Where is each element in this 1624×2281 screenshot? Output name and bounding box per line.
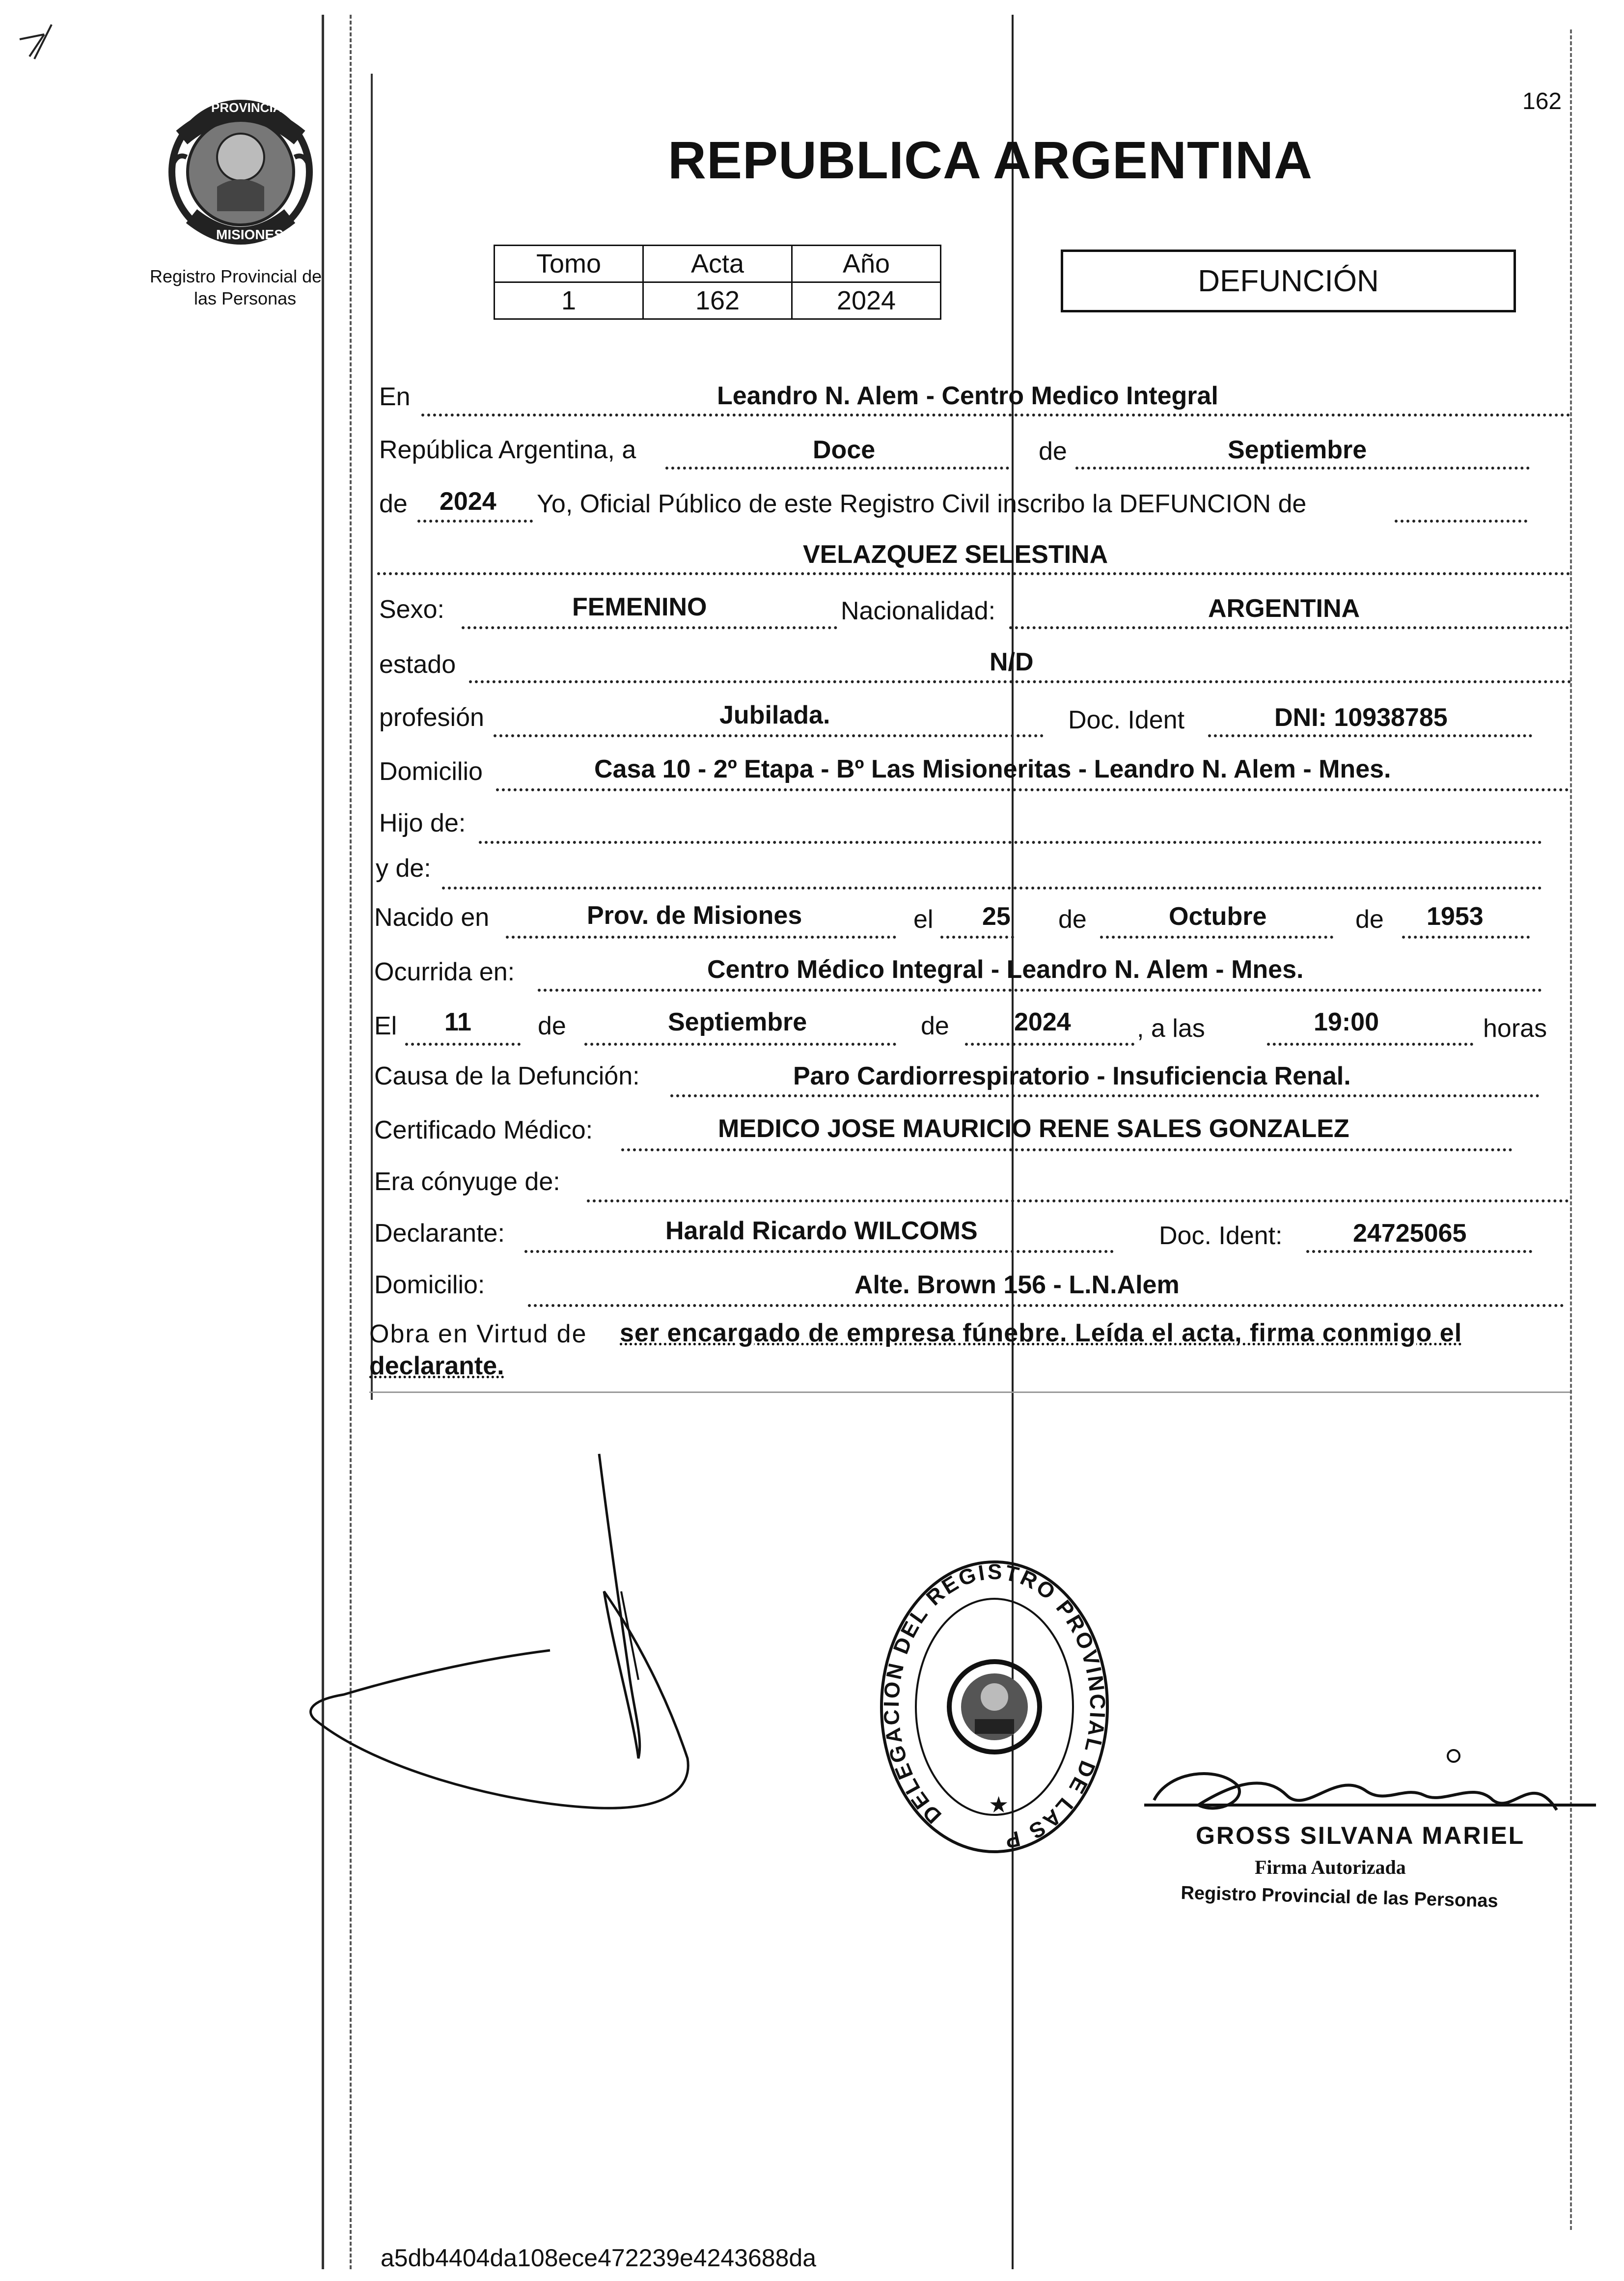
- declarante-doc-label: Doc. Ident:: [1159, 1222, 1283, 1250]
- acta-header: Acta: [643, 246, 792, 282]
- stamp-star-icon: ★: [989, 1792, 1009, 1817]
- declarante-dom-fill: [528, 1304, 1564, 1307]
- yde-label: y de:: [376, 854, 431, 883]
- declarante-dom-value: Alte. Brown 156 - L.N.Alem: [854, 1271, 1180, 1299]
- en-value: Leandro N. Alem - Centro Medico Integral: [717, 382, 1218, 410]
- sexo-fill: [462, 626, 837, 629]
- obra-value-line2: declarante.: [369, 1352, 504, 1380]
- anio-value: 2024: [792, 282, 941, 319]
- form-bottom-rule: [369, 1391, 1570, 1393]
- month-value: Septiembre: [1228, 436, 1367, 464]
- ocurrida-fill: [538, 989, 1542, 992]
- birth-year-fill: [1402, 936, 1530, 939]
- deceased-name: VELAZQUEZ SELESTINA: [803, 540, 1108, 569]
- day-fill: [665, 467, 1009, 470]
- conyuge-fill: [587, 1199, 1569, 1202]
- tomo-value: 1: [495, 282, 643, 319]
- ocurrida-label: Ocurrida en:: [374, 958, 515, 986]
- birth-month: Octubre: [1169, 902, 1267, 931]
- yde-fill: [442, 887, 1542, 890]
- stamp-ring: [877, 1557, 1112, 1857]
- death-month-fill: [584, 1043, 896, 1046]
- nacido-label: Nacido en: [374, 903, 490, 932]
- registry-line-2: las Personas: [194, 288, 297, 308]
- sexo-label: Sexo:: [379, 595, 444, 624]
- oficial-text: Yo, Oficial Público de este Registro Civil inscribo la DEFUNCION de: [537, 490, 1307, 518]
- logo-text-bottom: MISIONES: [216, 227, 283, 242]
- nacionalidad-value: ARGENTINA: [1208, 594, 1360, 623]
- de-label-2: de: [379, 490, 408, 518]
- pen-mark: [15, 20, 69, 64]
- birth-day: 25: [982, 902, 1011, 931]
- causa-label: Causa de la Defunción:: [374, 1062, 640, 1090]
- domicilio-fill: [496, 788, 1569, 791]
- nacido-value: Prov. de Misiones: [587, 901, 802, 930]
- death-day-fill: [405, 1043, 521, 1046]
- oficial-fill: [1395, 520, 1527, 523]
- document-hash: a5db4404da108ece472239e4243688da: [381, 2244, 817, 2272]
- ocurrida-value: Centro Médico Integral - Leandro N. Alem - Mnes.: [707, 955, 1304, 984]
- margin-line-left: [322, 15, 324, 2269]
- en-fill: [421, 414, 1570, 417]
- provincia-de-misiones-seal-icon: [949, 1662, 1040, 1752]
- tomo-header: Tomo: [495, 246, 643, 282]
- declarante-label: Declarante:: [374, 1219, 505, 1248]
- record-type-box: DEFUNCIÓN: [1061, 250, 1516, 312]
- birth-month-fill: [1100, 936, 1333, 939]
- profesion-value: Jubilada.: [719, 701, 830, 729]
- domicilio-label: Domicilio: [379, 757, 483, 786]
- el-cap-label: El: [374, 1012, 397, 1040]
- en-label: En: [379, 383, 411, 411]
- birth-day-fill: [940, 936, 1014, 939]
- record-table: [494, 245, 941, 320]
- sexo-value: FEMENINO: [572, 593, 707, 621]
- day-value: Doce: [813, 436, 876, 464]
- certificado-label: Certificado Médico:: [374, 1116, 593, 1144]
- certificado-fill: [621, 1148, 1513, 1151]
- death-day: 11: [444, 1008, 471, 1036]
- conyuge-label: Era cónyuge de:: [374, 1168, 560, 1196]
- official-title: Firma Autorizada: [1255, 1856, 1406, 1878]
- profesion-fill: [494, 734, 1044, 737]
- declarante-fill: [524, 1250, 1114, 1253]
- estado-fill: [469, 680, 1571, 683]
- doc-ident-label: Doc. Ident: [1068, 706, 1185, 734]
- declarant-signature: [295, 1444, 835, 1886]
- declarante-doc-fill: [1306, 1250, 1532, 1253]
- domicilio-value: Casa 10 - 2º Etapa - Bº Las Misioneritas - Leandro N. Alem - Mnes.: [594, 755, 1391, 783]
- declarante-dom-label: Domicilio:: [374, 1271, 485, 1299]
- logo-text-top: PROVINCIA DE: [211, 100, 303, 115]
- republica-label: República Argentina, a: [379, 436, 636, 464]
- de-label-6: de: [921, 1012, 949, 1040]
- el-label: el: [913, 905, 934, 934]
- estado-value: N/D: [990, 648, 1034, 676]
- causa-value: Paro Cardiorrespiratorio - Insuficiencia Renal.: [793, 1062, 1351, 1090]
- margin-line-inner: [371, 74, 373, 1400]
- profesion-label: profesión: [379, 703, 484, 732]
- official-name: GROSS SILVANA MARIEL: [1196, 1822, 1525, 1849]
- month-fill: [1075, 467, 1530, 470]
- de-label-4: de: [1355, 905, 1384, 934]
- official-office: Registro Provincial de las Personas: [1180, 1883, 1499, 1912]
- registry-stamp: [877, 1557, 1112, 1857]
- de-label-3: de: [1058, 905, 1087, 934]
- death-time-fill: [1267, 1043, 1473, 1046]
- acta-value: 162: [643, 282, 792, 319]
- page-title: REPUBLICA ARGENTINA: [668, 130, 1313, 190]
- hijo-fill: [479, 841, 1542, 844]
- de-label-5: de: [538, 1012, 566, 1040]
- causa-fill: [670, 1094, 1540, 1097]
- estado-label: estado: [379, 650, 456, 679]
- nacionalidad-fill: [1009, 626, 1569, 629]
- obra-value-line1: ser encargado de empresa fúnebre. Leída el acta, firma conmigo el: [620, 1319, 1462, 1347]
- margin-line-dashed: [350, 15, 352, 2269]
- obra-label: Obra en Virtud de: [369, 1320, 587, 1348]
- certificado-value: MEDICO JOSE MAURICIO RENE SALES GONZALEZ: [718, 1114, 1349, 1143]
- declarante-value: Harald Ricardo WILCOMS: [665, 1217, 978, 1245]
- registry-line-1: Registro Provincial de: [150, 266, 322, 286]
- name-fill: [377, 572, 1570, 575]
- margin-line-right: [1570, 29, 1572, 2230]
- year-value: 2024: [440, 487, 496, 516]
- death-month: Septiembre: [668, 1008, 807, 1036]
- provincia-logo: [162, 93, 319, 250]
- death-time: 19:00: [1314, 1008, 1379, 1036]
- declarante-doc-value: 24725065: [1353, 1219, 1467, 1248]
- page-number: 162: [1522, 88, 1562, 114]
- year-fill: [417, 520, 533, 523]
- birth-year: 1953: [1427, 902, 1484, 931]
- doc-ident-fill: [1208, 734, 1532, 737]
- horas-label: horas: [1483, 1014, 1547, 1043]
- anio-header: Año: [792, 246, 941, 282]
- de-label-1: de: [1039, 437, 1067, 466]
- stamp-ring-text: DELEGACION DEL REGISTRO PROVINCIAL DE LAS P: [879, 1559, 1110, 1854]
- nacionalidad-label: Nacionalidad:: [841, 597, 996, 625]
- hijo-label: Hijo de:: [379, 809, 466, 837]
- death-year: 2024: [1014, 1008, 1071, 1036]
- alas-label: , a las: [1137, 1014, 1205, 1043]
- death-year-fill: [965, 1043, 1134, 1046]
- nacido-fill: [506, 936, 896, 939]
- doc-ident-value: DNI: 10938785: [1274, 703, 1448, 732]
